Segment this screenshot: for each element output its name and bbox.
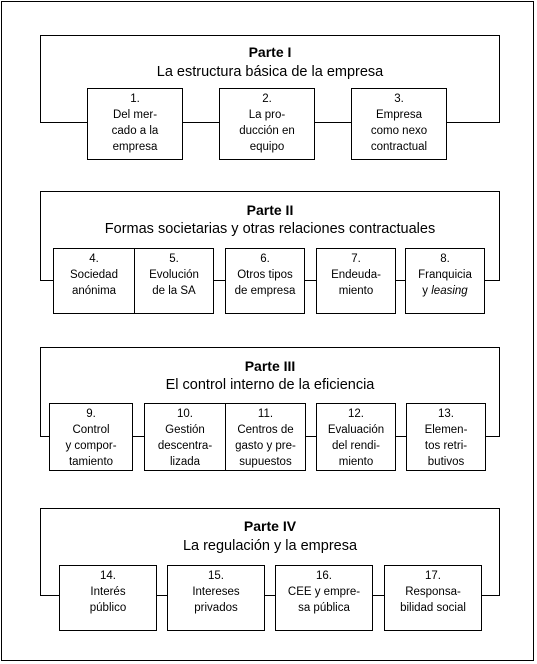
chapter-number: 1. — [130, 93, 140, 105]
chapter-label-line: público — [89, 602, 127, 614]
chapter-label-line: Responsa- — [405, 586, 461, 598]
chapter-label-italic: leasing — [431, 285, 468, 297]
chapter-1 — [87, 88, 183, 160]
part-2-subtitle: Formas societarias y otras relaciones contractuales — [104, 221, 436, 237]
chapter-label-line: Centros de — [237, 424, 294, 436]
chapter-label-line: Franquicia — [418, 269, 472, 281]
chapter-label-line: de empresa — [234, 285, 296, 297]
chapter-label-line: miento — [338, 285, 374, 297]
chapter-label-line: supuestos — [239, 456, 292, 468]
chapter-number: 5. — [169, 253, 179, 265]
chapter-3 — [351, 88, 447, 160]
chapter-label-line: Evolución — [149, 269, 199, 281]
chapter-number: 10. — [177, 408, 193, 420]
chapter-label-line: Control — [72, 424, 110, 436]
chapter-13 — [406, 403, 486, 471]
chapter-label-line: Endeuda- — [331, 269, 381, 281]
part-1-subtitle: La estructura básica de la empresa — [156, 64, 384, 80]
chapter-number: 15. — [208, 570, 224, 582]
chapter-label-line: tos retri- — [424, 440, 468, 452]
chapter-11 — [225, 403, 306, 471]
chapter-label-line: CEE y empre- — [287, 586, 361, 598]
chapter-label-line: Del mer- — [112, 109, 158, 121]
part-2-title: Parte II — [246, 202, 294, 218]
chapter-9 — [49, 403, 133, 471]
chapter-label-line: descentra- — [157, 440, 213, 452]
chapter-12 — [316, 403, 396, 471]
chapter-7 — [316, 248, 396, 314]
chapter-label-line: Gestión — [165, 424, 205, 436]
chapter-label-line: Sociedad — [70, 269, 118, 281]
part-4-title: Parte IV — [243, 518, 297, 534]
chapter-number: 17. — [425, 570, 441, 582]
chapter-number: 6. — [260, 253, 270, 265]
chapter-number: 14. — [100, 570, 116, 582]
chapter-number: 7. — [351, 253, 361, 265]
chapter-label-line: como nexo — [370, 125, 428, 137]
chapter-number: 8. — [440, 253, 450, 265]
chapter-label-line: sa pública — [298, 602, 350, 614]
chapter-15 — [167, 565, 265, 631]
chapter-label-line: del rendi- — [332, 440, 380, 452]
part-1-title: Parte I — [248, 44, 292, 60]
chapter-label-line: bilidad social — [400, 602, 466, 614]
chapter-label-line: Evaluación — [327, 424, 385, 436]
chapter-label-line: equipo — [249, 141, 285, 153]
chapter-label-line: butivos — [427, 456, 465, 468]
chapter-label-line: Otros tipos — [237, 269, 293, 281]
chapter-label-line: La pro- — [248, 109, 286, 121]
chapter-label-line: de la SA — [152, 285, 196, 297]
chapter-label-line: tamiento — [68, 456, 114, 468]
chapter-number: 11. — [257, 408, 274, 420]
chapter-8 — [405, 248, 485, 314]
chapter-number: 16. — [316, 570, 332, 582]
chapter-number: 12. — [348, 408, 364, 420]
chapter-number: 3. — [394, 93, 404, 105]
chapter-14 — [59, 565, 157, 631]
chapter-label-line: anónima — [71, 285, 117, 297]
chapter-label-line: contractual — [370, 141, 428, 153]
chapter-number: 2. — [262, 93, 272, 105]
part-3-title: Parte III — [244, 358, 296, 374]
chapter-16 — [275, 565, 373, 631]
chapter-4 — [53, 248, 135, 314]
chapter-label-line: cado a la — [111, 125, 159, 137]
chapter-17 — [384, 565, 482, 631]
chapter-label-line — [406, 283, 484, 299]
chapter-label-line: Empresa — [375, 109, 423, 121]
chapter-number: 13. — [438, 408, 454, 420]
chapter-number: 4. — [89, 253, 99, 265]
chapter-label-line: miento — [338, 456, 374, 468]
chapter-label-prefix: y — [422, 285, 432, 297]
part-3-subtitle: El control interno de la eficiencia — [165, 377, 375, 393]
part-4-subtitle: La regulación y la empresa — [182, 538, 358, 554]
chapter-label-line: Intereses — [192, 586, 240, 598]
chapter-label-line: gasto y pre- — [235, 440, 296, 452]
chapter-label-line: ducción en — [239, 125, 295, 137]
chapter-label-line: privados — [194, 602, 238, 614]
chapter-2 — [219, 88, 315, 160]
chapter-label-line: y compor- — [65, 440, 117, 452]
chapter-6 — [225, 248, 305, 314]
chapter-label-line: Elemen- — [424, 424, 468, 436]
chapter-5 — [134, 248, 214, 314]
chapter-10 — [144, 403, 226, 471]
chapter-number: 9. — [86, 408, 96, 420]
chapter-label-line: lizada — [169, 456, 201, 468]
chapter-label-line: empresa — [112, 141, 158, 153]
chapter-label-line: Interés — [90, 586, 126, 598]
